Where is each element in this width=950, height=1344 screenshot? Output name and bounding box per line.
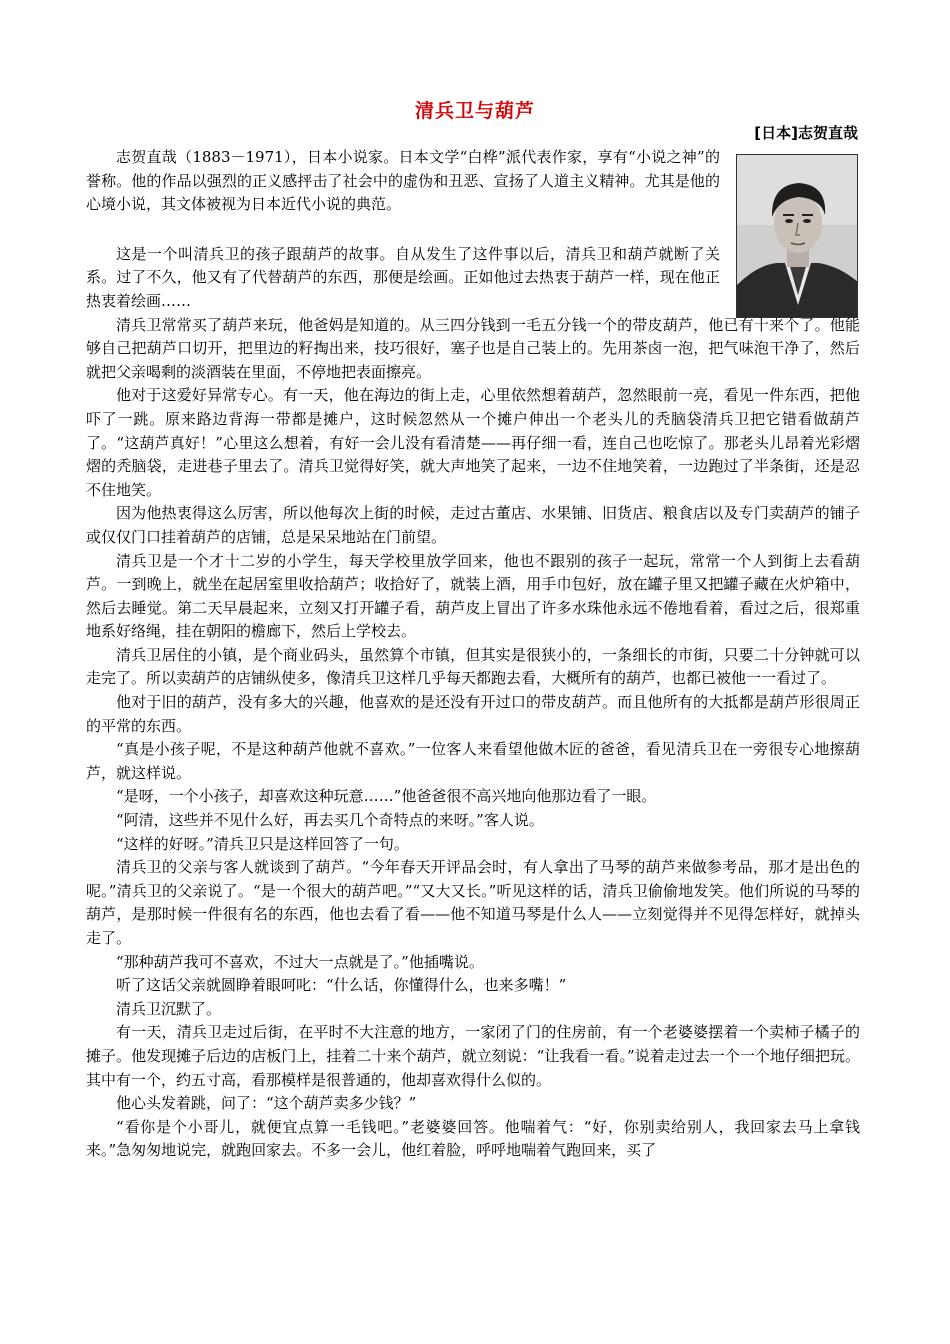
story-paragraph: 这是一个叫清兵卫的孩子跟葫芦的故事。自从发生了这件事以后，清兵卫和葫芦就断了关系。过了不久，他又有了代替葫芦的东西，那便是绘画。正如他过去热衷于葫芦一样，现在他正热衷着绘画……: [86, 244, 720, 310]
section-gap: [86, 217, 860, 243]
article-body: [86, 146, 860, 1163]
story-paragraph: “这样的好呀。”清兵卫只是这样回答了一句。: [116, 834, 409, 853]
story-paragraph: 他对于旧的葫芦，没有多大的兴趣，他喜欢的是还没有开过口的带皮葫芦。而且他所有的大抵都是葫芦形很周正的平常的东西。: [86, 693, 860, 735]
story-paragraph: “那种葫芦我可不喜欢，不过大一点就是了。”他插嘴说。: [116, 952, 484, 971]
story-title: 清兵卫与葫芦: [414, 100, 535, 122]
story-paragraph: “是呀，一个小孩子，却喜欢这种玩意……”他爸爸很不高兴地向他那边看了一眼。: [116, 787, 657, 806]
story-paragraph: “真是小孩子呢，不是这种葫芦他就不喜欢。”一位客人来看望他做木匠的爸爸，看见清兵卫在一旁很专心地擦葫芦，就这样说。: [86, 740, 860, 782]
author-byline: [日本]志贺直哉: [754, 124, 858, 142]
story-paragraph: 他对于这爱好异常专心。有一天，他在海边的街上走，心里依然想着葫芦，忽然眼前一亮，看见一件东西，把他吓了一跳。原来路边背海一带都是摊户，这时候忽然从一个摊户伸出一个老头儿的秃脑袋清兵卫把它错看做葫芦了。“这葫芦真好！”心里这么想着，有好一会儿没有看清楚——再仔细一看，连自己也吃惊了。那老头儿昂着光彩熠熠的秃脑袋，走进巷子里去了。清兵卫觉得好笑，就大声地笑了起来，一边不住地笑着，一边跑过了半条街，还是忍不住地笑。: [86, 386, 860, 499]
story-paragraph: 因为他热衷得这么厉害，所以他每次上街的时候，走过古董店、水果铺、旧货店、粮食店以及专门卖葫芦的铺子或仅仅门口挂着葫芦的店铺，总是呆呆地站在门前望。: [86, 504, 860, 546]
story-paragraph: 清兵卫是一个才十二岁的小学生，每天学校里放学回来，他也不跟别的孩子一起玩，常常一个人到街上去看葫芦。一到晚上，就坐在起居室里收拾葫芦；收拾好了，就装上酒，用手巾包好，放在罐子里又把罐子藏在火炉箱中，然后去睡觉。第二天早晨起来，立刻又打开罐子看，葫芦皮上冒出了许多水珠他永远不倦地看着，看过之后，很郑重地系好络绳，挂在朝阳的檐廊下，然后上学校去。: [86, 551, 860, 641]
author-intro: 志贺直哉（1883－1971），日本小说家。日本文学“白桦”派代表作家，享有“小说之神”的誉称。他的作品以强烈的正义感抨击了社会中的虚伪和丑恶、宣扬了人道主义精神。尤其是他的心境小说，其文体被视为日本近代小说的典范。: [86, 148, 720, 214]
story-paragraph: 清兵卫居住的小镇，是个商业码头，虽然算个市镇，但其实是很狭小的，一条细长的市街，只要二十分钟就可以走完了。所以卖葫芦的店铺纵使多，像清兵卫这样几乎每天都跑去看，大概所有的葫芦，也都已被他一一看过了。: [86, 645, 860, 688]
story-paragraph: 清兵卫常常买了葫芦来玩，他爸妈是知道的。从三四分钱到一毛五分钱一个的带皮葫芦，他已有十来个了。他能够自己把葫芦口切开，把里边的籽掏出来，技巧很好，塞子也是自己装上的。先用茶卤一泡，把气味泡干净了，然后就把父亲喝剩的淡酒装在里面，不停地把表面擦亮。: [86, 315, 860, 381]
story-paragraph: 清兵卫沉默了。: [116, 999, 222, 1018]
story-paragraph: 有一天，清兵卫走过后街，在平时不大注意的地方，一家闭了门的住房前，有一个老婆婆摆着一个卖柿子橘子的摊子。他发现摊子后边的店板门上，挂着二十来个葫芦，就立刻说：“让我看一看。”说着走过去一个一个地仔细把玩。其中有一个，约五寸高，看那模样是很普通的，他却喜欢得什么似的。: [86, 1023, 860, 1089]
story-paragraph: 他心头发着跳，问了：“这个葫芦卖多少钱？”: [116, 1094, 417, 1113]
story-paragraph: “阿清，这些并不见什么好，再去买几个奇特点的来呀。”客人说。: [116, 811, 544, 830]
story-paragraph: “看你是个小哥儿，就便宜点算一毛钱吧。”老婆婆回答。他喘着气：“好，你别卖给别人，我回家去马上拿钱来。”急匆匆地说完，就跑回家去。不多一会儿，他红着脸，呼呼地喘着气跑回来，买了: [86, 1117, 860, 1160]
story-paragraph: 清兵卫的父亲与客人就谈到了葫芦。“今年春天开评品会时，有人拿出了马琴的葫芦来做参考品，那才是出色的呢。”清兵卫的父亲说了。“是一个很大的葫芦吧。”“又大又长。”听见这样的话，清兵卫偷偷地发笑。他们所说的马琴的葫芦，是那时候一件很有名的东西，他也去看了看——他不知道马琴是什么人——立刻觉得并不见得怎样好，就掉头走了。: [86, 858, 860, 947]
story-paragraph: 听了这话父亲就圆睁着眼呵叱：“什么话，你懂得什么，也来多嘴！”: [116, 976, 567, 995]
